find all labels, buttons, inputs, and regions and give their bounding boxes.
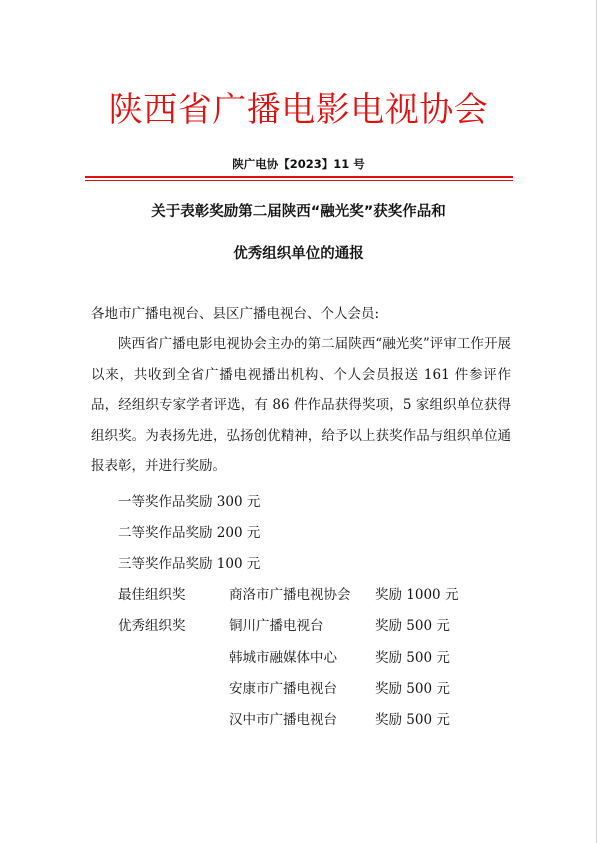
body-paragraph: 陕西省广播电影电视协会主办的第二届陕西“融光奖”评审工作开展以来，共收到全省广播电视播出机构、个人会员报送 161 件参评作品，经组织专家学者评选，有 86 件作品获得奖项，5 家组织单位获得组织奖。为表扬先进，弘扬创优精神，给予以上获奖作品与组织单位通报表彰，并进行奖励。 (91, 336, 511, 474)
prize-second: 二等奖作品奖励 200 元 (118, 525, 261, 541)
org-award-amount: 奖励 500 元 (375, 712, 450, 728)
red-separator-thin (85, 180, 513, 181)
organization-masthead: 陕西省广播电影电视协会 (108, 90, 489, 130)
org-award-category: 最佳组织奖 (118, 587, 186, 603)
prize-third: 三等奖作品奖励 100 元 (118, 556, 261, 572)
org-award-name: 汉中市广播电视台 (229, 712, 337, 728)
red-separator-thick (85, 176, 513, 178)
org-award-name: 安康市广播电视台 (229, 681, 337, 697)
salutation: 各地市广播电视台、县区广播电视台、个人会员: (91, 306, 380, 322)
org-award-amount: 奖励 1000 元 (375, 587, 459, 603)
prize-first: 一等奖作品奖励 300 元 (118, 494, 261, 510)
org-award-amount: 奖励 500 元 (375, 650, 450, 666)
notice-title-line-2: 优秀组织单位的通报 (233, 246, 364, 262)
org-award-name: 铜川广播电视台 (229, 618, 324, 634)
org-award-amount: 奖励 500 元 (375, 681, 450, 697)
document-number: 陕广电协【2023】11 号 (232, 157, 365, 171)
org-award-amount: 奖励 500 元 (375, 618, 450, 634)
notice-title-line-1: 关于表彰奖励第二届陕西“融光奖”获奖作品和 (151, 204, 446, 220)
org-award-name: 韩城市融媒体中心 (229, 650, 337, 666)
org-award-category: 优秀组织奖 (118, 618, 186, 634)
org-award-name: 商洛市广播电视协会 (229, 587, 351, 603)
